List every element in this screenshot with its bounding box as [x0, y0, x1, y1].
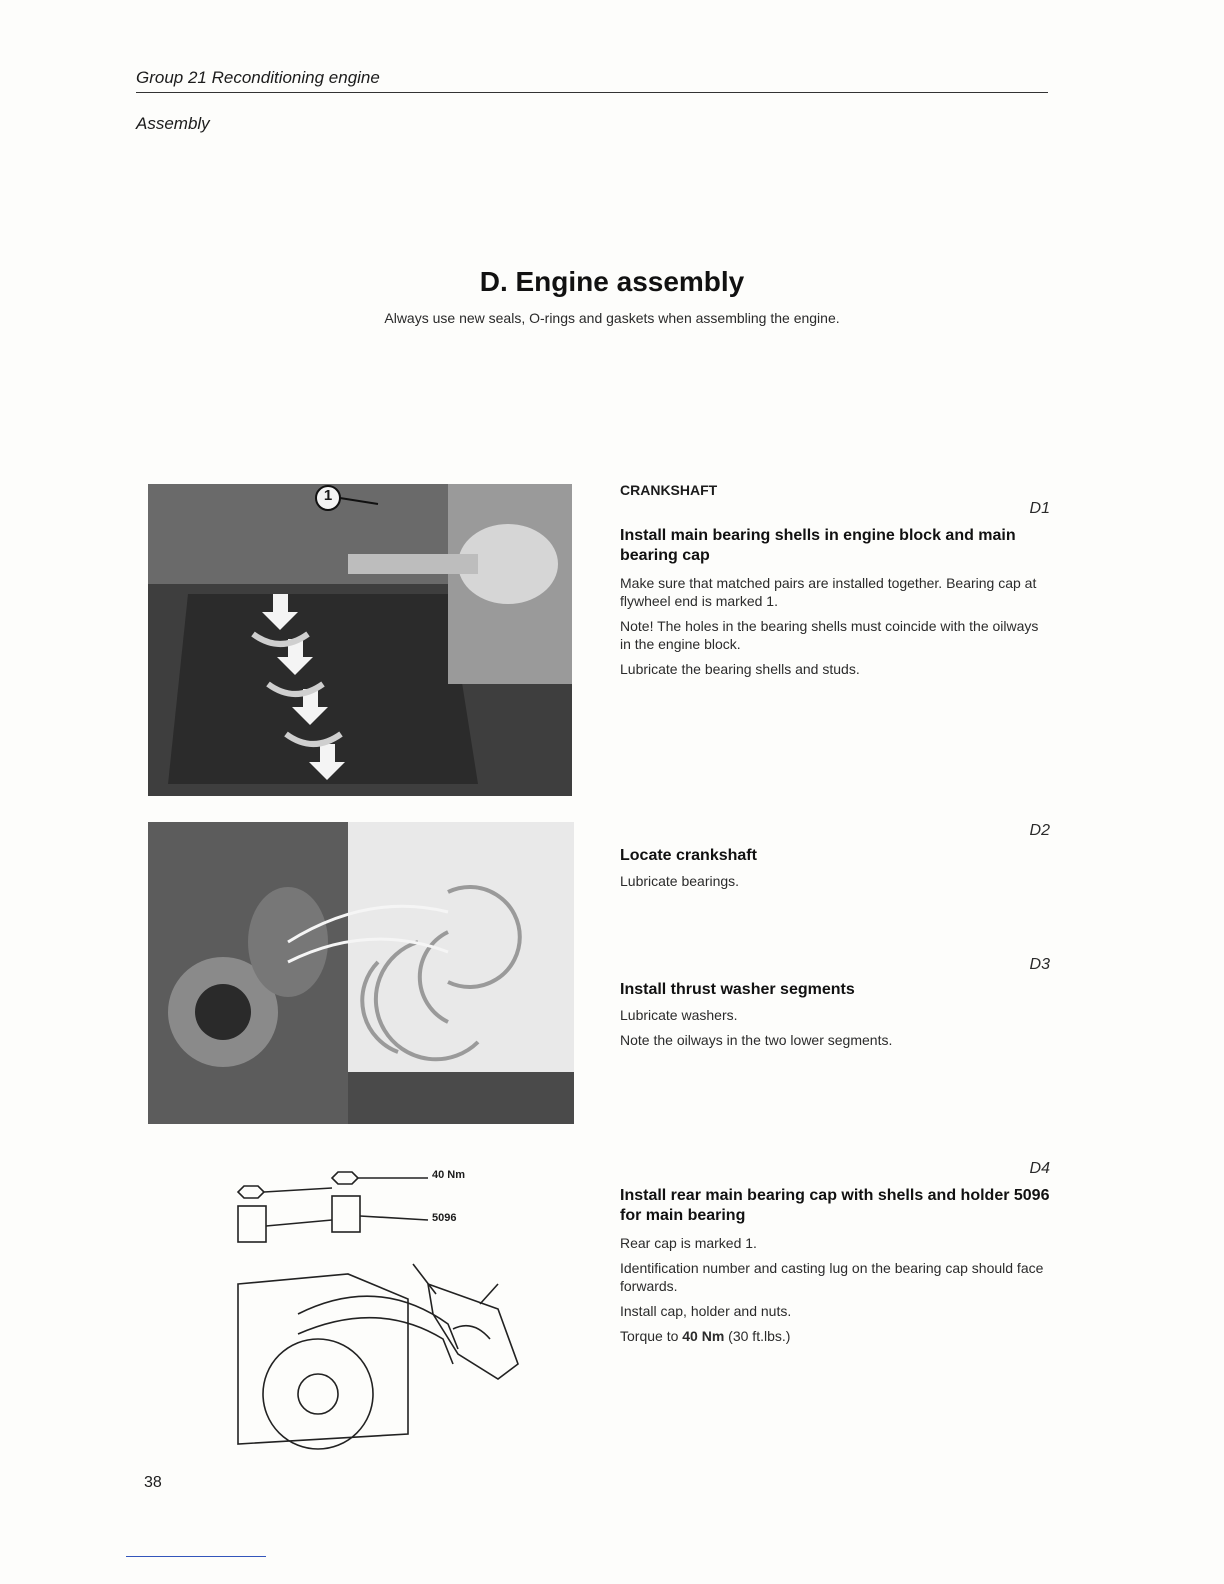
- step-d2-number: D2: [1029, 822, 1050, 839]
- step-d3-number: D3: [1029, 956, 1050, 973]
- step-d1-heading: Install main bearing shells in engine block and main bearing cap: [620, 527, 1016, 564]
- section-label: CRANKSHAFT: [620, 482, 718, 498]
- header-rule: [136, 92, 1048, 93]
- crankshaft-illustration: [148, 822, 574, 1124]
- header-group-title: Group 21 Reconditioning engine: [136, 68, 380, 87]
- step-d4-para-2: Identification number and casting lug on the bearing cap should face forwards.: [620, 1260, 1044, 1294]
- intro-text: Always use new seals, O-rings and gaskets when assembling the engine.: [384, 310, 840, 326]
- page-number: 38: [144, 1474, 162, 1491]
- step-d1: [620, 526, 1050, 685]
- step-d4-number: D4: [1029, 1160, 1050, 1177]
- step-d3-heading: Install thrust washer segments: [620, 981, 855, 998]
- drawing-rear-bearing-cap: [198, 1164, 548, 1454]
- torque-prefix: Torque to: [620, 1328, 683, 1344]
- step-d4-para-3: Install cap, holder and nuts.: [620, 1303, 792, 1319]
- step-d2-para-1: Lubricate bearings.: [620, 873, 740, 889]
- step-d2-heading: Locate crankshaft: [620, 847, 757, 864]
- tool-number-label: 5096: [432, 1212, 457, 1224]
- step-d1-para-1: Make sure that matched pairs are installed together. Bearing cap at flywheel end is marked 1.: [620, 575, 1037, 609]
- step-d4-heading: Install rear main bearing cap with shells and holder 5096 for main bearing: [620, 1187, 1050, 1224]
- step-d3: [620, 980, 1050, 1056]
- footer-rule: [126, 1556, 266, 1557]
- torque-label: 40 Nm: [432, 1169, 466, 1181]
- header-subsection: Assembly: [136, 114, 210, 133]
- step-d4-para-1: Rear cap is marked 1.: [620, 1235, 757, 1251]
- step-d2: [620, 846, 1050, 897]
- callout-1-label: 1: [323, 487, 333, 504]
- photo-crankshaft-thrust-washers: [148, 822, 574, 1124]
- step-d1-para-2: Note! The holes in the bearing shells must coincide with the oilways in the engine block.: [620, 618, 1039, 652]
- bearing-cap-line-drawing: [198, 1164, 548, 1454]
- step-d3-para-1: Lubricate washers.: [620, 1007, 738, 1023]
- photo-bearing-shells: [148, 484, 572, 796]
- step-d4-torque: [620, 1327, 1050, 1345]
- step-d1-number: D1: [1029, 500, 1050, 517]
- step-d4: [620, 1186, 1050, 1352]
- page-title: D. Engine assembly: [479, 266, 745, 297]
- step-d3-para-2: Note the oilways in the two lower segments.: [620, 1032, 893, 1048]
- step-d1-para-3: Lubricate the bearing shells and studs.: [620, 661, 860, 677]
- engine-block-illustration: [148, 484, 572, 796]
- torque-value: 40 Nm: [682, 1328, 725, 1344]
- torque-suffix: (30 ft.lbs.): [724, 1328, 791, 1344]
